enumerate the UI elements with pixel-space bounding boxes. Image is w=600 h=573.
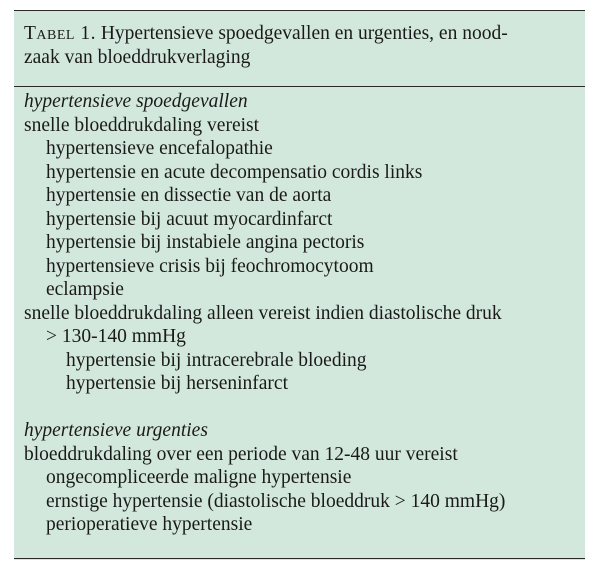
top-rule	[14, 10, 585, 11]
list-item: hypertensie en acute decompensatio cordis links	[46, 161, 423, 183]
section-spacer	[24, 396, 580, 420]
group-title-conditional-reduction: snelle bloeddrukdaling alleen vereist indien diastolische druk	[24, 302, 502, 324]
caption-title-line-1: Hypertensieve spoedgevallen en urgenties, en nood-	[100, 23, 508, 44]
section-heading-urgencies: hypertensieve urgenties	[24, 420, 208, 441]
list-item: perioperatieve hypertensie	[46, 514, 253, 535]
caption-title-line-2: zaak van bloeddrukverlaging	[24, 46, 251, 68]
list-item: ernstige hypertensie (diastolische bloeddruk > 140 mmHg)	[46, 490, 506, 512]
section-heading-emergencies: hypertensieve spoedgevallen	[24, 91, 248, 112]
table-1	[14, 10, 585, 560]
group-title-rapid-reduction: snelle bloeddrukdaling vereist	[24, 114, 260, 136]
caption-rule	[14, 86, 585, 87]
list-item: hypertensieve encefalopathie	[46, 138, 273, 159]
group-title-gradual-reduction: bloeddrukdaling over een periode van 12-48 uur vereist	[24, 443, 458, 465]
table-caption	[24, 22, 580, 69]
list-item: hypertensie bij herseninfarct	[66, 373, 288, 394]
list-item: hypertensie bij acuut myocardinfarct	[46, 208, 333, 230]
bottom-rule	[14, 558, 585, 559]
list-item: ongecompliceerde maligne hypertensie	[46, 467, 352, 488]
list-item: hypertensie bij instabiele angina pectoris	[46, 232, 365, 253]
list-item: eclampsie	[46, 279, 124, 300]
group-title-conditional-reduction-cont: > 130-140 mmHg	[46, 326, 186, 347]
table-label: Tabel 1.	[24, 23, 96, 44]
list-item: hypertensie en dissectie van de aorta	[46, 185, 332, 206]
list-item: hypertensieve crisis bij feochromocytoom	[46, 255, 374, 277]
table-body	[24, 90, 580, 537]
list-item: hypertensie bij intracerebrale bloeding	[66, 349, 367, 371]
